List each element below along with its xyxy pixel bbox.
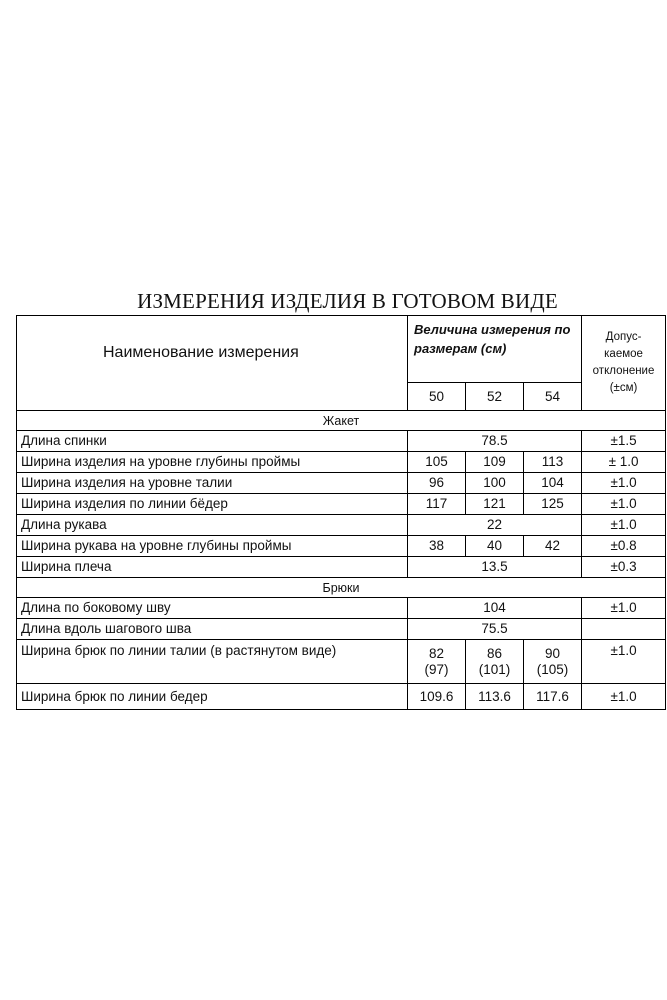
row-tolerance: ± 1.0 — [582, 452, 666, 473]
row-value: 42 — [524, 536, 582, 557]
header-size-54: 54 — [524, 383, 582, 411]
row-value: 100 — [466, 473, 524, 494]
row-tolerance: ±0.3 — [582, 557, 666, 578]
header-tolerance-line: отклонение — [592, 365, 655, 377]
row-name: Длина вдоль шагового шва — [17, 619, 408, 640]
table-row — [17, 619, 666, 640]
table-row — [17, 557, 666, 578]
row-name: Ширина брюк по линии бедер — [17, 684, 408, 710]
row-tolerance: ±1.0 — [582, 640, 666, 684]
table-row — [17, 473, 666, 494]
row-value: 113 — [524, 452, 582, 473]
row-value: 105 — [408, 452, 466, 473]
header-tolerance — [582, 316, 666, 411]
row-value: 117.6 — [524, 684, 582, 710]
row-value-main: 90 — [545, 645, 561, 661]
measurements-table — [16, 315, 666, 710]
table-row — [17, 536, 666, 557]
page-title: ИЗМЕРЕНИЯ ИЗДЕЛИЯ В ГОТОВОМ ВИДЕ — [137, 289, 558, 313]
row-value-sub: (101) — [478, 661, 511, 677]
table-row — [17, 452, 666, 473]
row-value-merged: 75.5 — [408, 619, 582, 640]
header-size-50: 50 — [408, 383, 466, 411]
header-tolerance-line: каемое — [604, 348, 643, 360]
row-name: Ширина плеча — [17, 557, 408, 578]
row-value: 38 — [408, 536, 466, 557]
row-name: Длина рукава — [17, 515, 408, 536]
row-value: 113.6 — [466, 684, 524, 710]
row-name: Длина спинки — [17, 431, 408, 452]
row-name: Длина по боковому шву — [17, 598, 408, 619]
row-name: Ширина брюк по линии талии (в растянутом виде) — [17, 640, 408, 684]
row-tolerance: ±1.5 — [582, 431, 666, 452]
row-tolerance: ±0.8 — [582, 536, 666, 557]
row-value: 117 — [408, 494, 466, 515]
row-value-merged: 78.5 — [408, 431, 582, 452]
table-row — [17, 494, 666, 515]
header-name: Наименование измерения — [17, 316, 408, 411]
row-value-merged: 22 — [408, 515, 582, 536]
row-name: Ширина изделия по линии бёдер — [17, 494, 408, 515]
header-tolerance-line: (±см) — [609, 382, 638, 394]
row-value-merged: 104 — [408, 598, 582, 619]
row-tolerance — [582, 619, 666, 640]
table-row — [17, 640, 666, 684]
row-value-sub: (105) — [536, 661, 569, 677]
row-value — [524, 640, 582, 684]
row-value: 40 — [466, 536, 524, 557]
section-label-trousers: Брюки — [17, 578, 666, 598]
header-sizes-caption: Величина измерения по размерам (см) — [408, 316, 582, 383]
table-row — [17, 515, 666, 536]
table-row — [17, 598, 666, 619]
row-name: Ширина рукава на уровне глубины проймы — [17, 536, 408, 557]
row-value-merged: 13.5 — [408, 557, 582, 578]
row-value: 104 — [524, 473, 582, 494]
row-tolerance: ±1.0 — [582, 473, 666, 494]
table-row — [17, 684, 666, 710]
row-name: Ширина изделия на уровне талии — [17, 473, 408, 494]
row-value — [408, 640, 466, 684]
row-name: Ширина изделия на уровне глубины проймы — [17, 452, 408, 473]
row-tolerance: ±1.0 — [582, 494, 666, 515]
row-tolerance: ±1.0 — [582, 598, 666, 619]
row-value-main: 86 — [486, 645, 503, 661]
header-tolerance-line: Допус- — [605, 331, 642, 343]
row-tolerance: ±1.0 — [582, 515, 666, 536]
row-value: 109.6 — [408, 684, 466, 710]
row-value-sub: (97) — [424, 661, 449, 677]
row-value: 121 — [466, 494, 524, 515]
row-value: 96 — [408, 473, 466, 494]
row-value-main: 82 — [428, 645, 445, 661]
row-tolerance: ±1.0 — [582, 684, 666, 710]
row-value: 125 — [524, 494, 582, 515]
header-size-52: 52 — [466, 383, 524, 411]
row-value — [466, 640, 524, 684]
section-label-jacket: Жакет — [17, 411, 666, 431]
table-row — [17, 431, 666, 452]
row-value: 109 — [466, 452, 524, 473]
